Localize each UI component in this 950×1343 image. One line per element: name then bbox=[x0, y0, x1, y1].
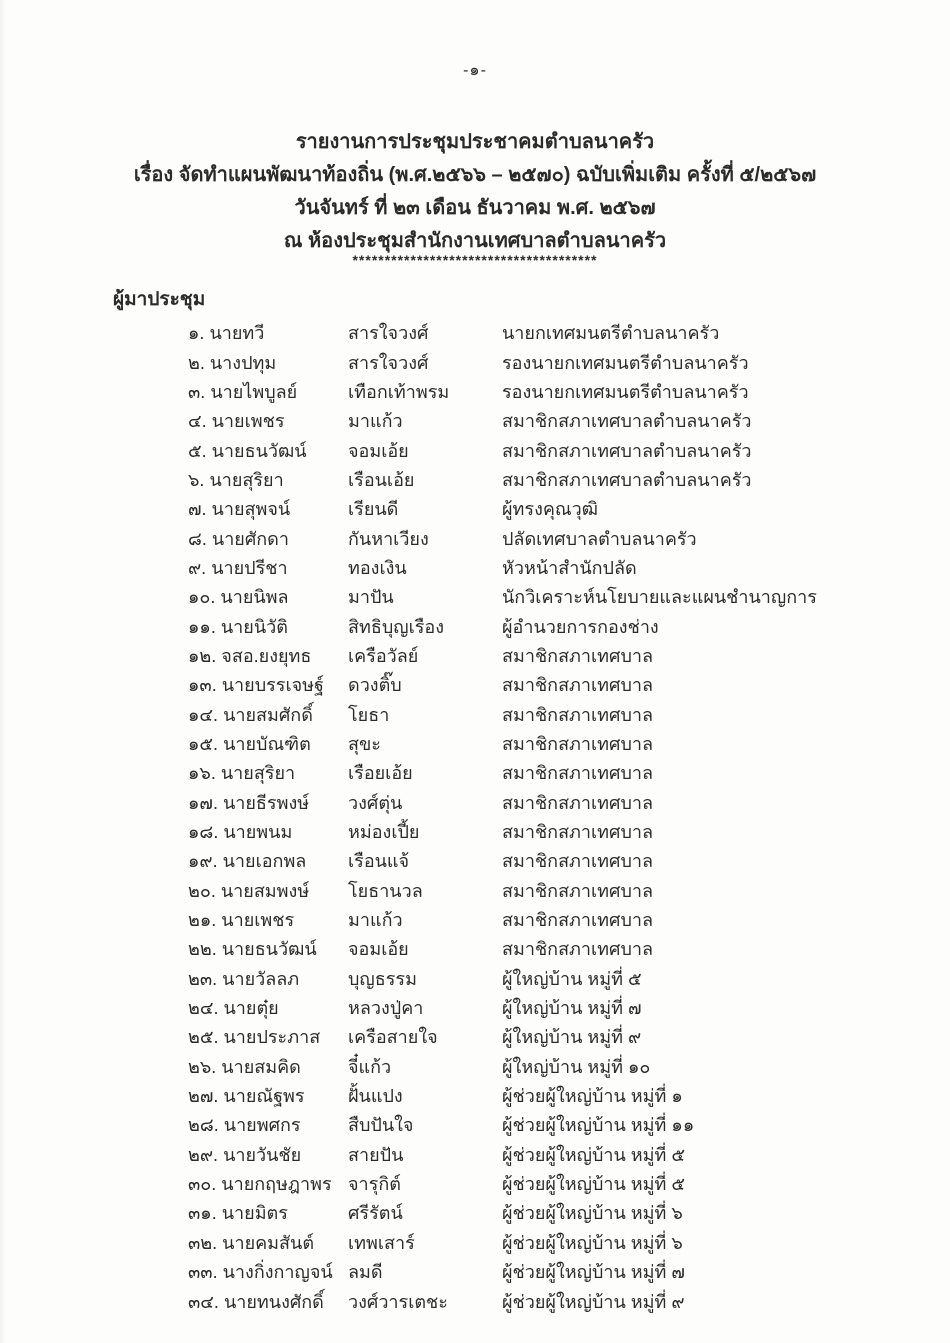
attendee-number: ๒๑. bbox=[188, 910, 217, 931]
attendee-surname: เทพเสาร์ bbox=[348, 1232, 415, 1253]
attendee-surname: ศรีรัตน์ bbox=[348, 1203, 403, 1224]
attendee-position: ผู้ช่วยผู้ใหญ่บ้าน หมู่ที่ ๙ bbox=[502, 1291, 685, 1312]
attendee-first-name: นายวันชัย bbox=[223, 1144, 302, 1165]
attendee-position: ผู้ช่วยผู้ใหญ่บ้าน หมู่ที่ ๑๑ bbox=[502, 1115, 695, 1136]
meeting-date: วันจันทร์ ที่ ๒๓ เดือน ธันวาคม พ.ศ. ๒๕๖๗ bbox=[294, 197, 656, 219]
attendee-first-name: นายณัฐพร bbox=[223, 1086, 305, 1107]
attendee-surname: จี๋แก้ว bbox=[348, 1056, 392, 1077]
attendee-position: สมาชิกสภาเทศบาลตำบลนาครัว bbox=[502, 440, 752, 461]
attendee-position: ผู้ใหญ่บ้าน หมู่ที่ ๙ bbox=[502, 1027, 642, 1048]
attendee-number: ๘. bbox=[188, 528, 207, 549]
attendee-position: สมาชิกสภาเทศบาล bbox=[502, 880, 654, 901]
attendee-row bbox=[188, 611, 918, 640]
attendee-surname: ลมดี bbox=[348, 1262, 383, 1283]
attendee-surname: เรียนดี bbox=[348, 499, 399, 520]
attendee-row bbox=[188, 1228, 918, 1257]
attendee-position: รองนายกเทศมนตรีตำบลนาครัว bbox=[502, 381, 749, 402]
attendee-position: สมาชิกสภาเทศบาล bbox=[502, 704, 654, 725]
attendee-surname: หม่องเปี้ย bbox=[348, 822, 420, 843]
attendee-surname: วงศ์ตุ่น bbox=[348, 792, 403, 813]
attendee-row bbox=[188, 1022, 918, 1051]
attendee-row bbox=[188, 377, 918, 406]
attendee-row bbox=[188, 641, 918, 670]
attendee-first-name: นายศักดา bbox=[211, 528, 289, 549]
attendee-row bbox=[188, 465, 918, 494]
attendee-number: ๑๗. bbox=[188, 792, 218, 813]
attendee-first-name: นายสมคิด bbox=[221, 1056, 301, 1077]
attendee-first-name: นายคมสันต์ bbox=[222, 1232, 315, 1253]
attendee-number: ๔. bbox=[188, 411, 207, 432]
attendee-first-name: นายสมศักดิ์ bbox=[223, 704, 313, 725]
attendee-row bbox=[188, 1286, 918, 1315]
attendee-number: ๑๐. bbox=[188, 587, 216, 608]
attendee-row bbox=[188, 406, 918, 435]
attendee-row bbox=[188, 1257, 918, 1286]
attendee-first-name: นายพศกร bbox=[223, 1115, 301, 1136]
attendee-number: ๒๕. bbox=[188, 1027, 219, 1048]
attendee-first-name: นายกฤษฎาพร bbox=[221, 1174, 332, 1195]
attendee-position: ผู้ช่วยผู้ใหญ่บ้าน หมู่ที่ ๖ bbox=[502, 1203, 683, 1224]
attendee-first-name: นายทวี bbox=[209, 323, 265, 344]
attendee-row bbox=[188, 347, 918, 376]
attendee-first-name: นายวัลลภ bbox=[222, 968, 300, 989]
attendee-position: รองนายกเทศมนตรีตำบลนาครัว bbox=[502, 352, 749, 373]
attendee-number: ๓๑. bbox=[188, 1203, 217, 1224]
attendee-row bbox=[188, 1169, 918, 1198]
attendee-surname: กันหาเวียง bbox=[348, 528, 429, 549]
attendee-position: ปลัดเทศบาลตำบลนาครัว bbox=[502, 528, 697, 549]
attendee-position: สมาชิกสภาเทศบาล bbox=[502, 851, 654, 872]
attendee-row bbox=[188, 318, 918, 347]
attendee-position: ผู้ช่วยผู้ใหญ่บ้าน หมู่ที่ ๖ bbox=[502, 1232, 683, 1253]
attendee-number: ๗. bbox=[188, 499, 207, 520]
attendee-row bbox=[188, 1081, 918, 1110]
attendee-position: ผู้ช่วยผู้ใหญ่บ้าน หมู่ที่ ๕ bbox=[502, 1174, 686, 1195]
attendee-row bbox=[188, 788, 918, 817]
attendee-position: สมาชิกสภาเทศบาล bbox=[502, 733, 654, 754]
attendee-row bbox=[188, 670, 918, 699]
attendee-surname: วงศ์วารเตชะ bbox=[348, 1291, 448, 1312]
meeting-subject: เรื่อง จัดทำแผนพัฒนาท้องถิ่น (พ.ศ.๒๕๖๖ – ๒๕๗๐) ฉบับเพิ่มเติม ครั้งที่ ๕/๒๕๖๗ bbox=[133, 164, 817, 186]
attendee-position: ผู้อำนวยการกองช่าง bbox=[502, 616, 659, 637]
attendee-first-name: นายธนวัฒน์ bbox=[211, 440, 307, 461]
attendee-surname: มาปัน bbox=[348, 587, 394, 608]
attendee-number: ๓๓. bbox=[188, 1262, 218, 1283]
attendee-surname: สิทธิบุญเรือง bbox=[348, 616, 445, 637]
attendee-first-name: นายสุริยา bbox=[220, 763, 296, 784]
attendee-first-name: นางกิ่งกาญจน์ bbox=[222, 1262, 333, 1283]
attendee-surname: สารใจวงศ์ bbox=[348, 323, 429, 344]
attendee-first-name: นายตุ๋ย bbox=[223, 998, 279, 1019]
attendee-number: ๓๔. bbox=[188, 1291, 219, 1312]
attendee-surname: จอมเอ้ย bbox=[348, 939, 409, 960]
attendee-first-name: นายนิวัติ bbox=[220, 616, 288, 637]
attendee-number: ๒๒. bbox=[188, 939, 217, 960]
attendee-row bbox=[188, 905, 918, 934]
attendee-number: ๑๑. bbox=[188, 616, 216, 637]
attendee-position: ผู้ช่วยผู้ใหญ่บ้าน หมู่ที่ ๗ bbox=[502, 1262, 685, 1283]
attendee-number: ๑๓. bbox=[188, 675, 217, 696]
attendee-position: สมาชิกสภาเทศบาล bbox=[502, 763, 654, 784]
attendee-number: ๑๔. bbox=[188, 704, 219, 725]
attendee-surname: สารใจวงศ์ bbox=[348, 352, 429, 373]
attendee-first-name: นายสุริยา bbox=[209, 469, 284, 490]
attendee-first-name: นายบัณฑิต bbox=[223, 733, 311, 754]
attendee-row bbox=[188, 553, 918, 582]
attendee-number: ๑๘. bbox=[188, 822, 219, 843]
attendee-number: ๑๖. bbox=[188, 763, 216, 784]
attendee-position: สมาชิกสภาเทศบาล bbox=[502, 910, 654, 931]
attendee-position: ผู้ทรงคุณวุฒิ bbox=[502, 499, 598, 520]
attendee-row bbox=[188, 699, 918, 728]
attendee-first-name: นายสุพจน์ bbox=[211, 499, 291, 520]
attendee-row bbox=[188, 964, 918, 993]
attendee-row bbox=[188, 435, 918, 464]
attendee-first-name: นายเอกพล bbox=[222, 851, 307, 872]
attendee-position: สมาชิกสภาเทศบาล bbox=[502, 675, 654, 696]
attendee-surname: บุญธรรม bbox=[348, 968, 417, 989]
attendee-row bbox=[188, 993, 918, 1022]
attendee-number: ๙. bbox=[188, 557, 207, 578]
attendee-first-name: นายธนวัฒน์ bbox=[221, 939, 317, 960]
attendee-number: ๑๕. bbox=[188, 733, 219, 754]
attendee-first-name: นายพนม bbox=[223, 822, 293, 843]
attendee-surname: ทองเงิน bbox=[348, 557, 407, 578]
attendee-number: ๒๔. bbox=[188, 998, 219, 1019]
attendee-row bbox=[188, 582, 918, 611]
attendee-position: ผู้ใหญ่บ้าน หมู่ที่ ๗ bbox=[502, 998, 642, 1019]
attendee-row bbox=[188, 494, 918, 523]
attendee-first-name: จสอ.ยงยุทธ bbox=[221, 645, 312, 666]
attendee-row bbox=[188, 876, 918, 905]
attendee-number: ๒๘. bbox=[188, 1115, 219, 1136]
attendee-row bbox=[188, 1052, 918, 1081]
attendee-number: ๒๙. bbox=[188, 1144, 219, 1165]
attendee-position: ผู้ใหญ่บ้าน หมู่ที่ ๑๐ bbox=[502, 1056, 651, 1077]
attendee-surname: มาแก้ว bbox=[348, 910, 403, 931]
attendee-number: ๑๙. bbox=[188, 851, 218, 872]
attendee-surname: สุขะ bbox=[348, 733, 381, 754]
attendee-row bbox=[188, 1140, 918, 1169]
attendee-number: ๓๐. bbox=[188, 1174, 217, 1195]
attendee-row bbox=[188, 1110, 918, 1139]
attendees-list bbox=[188, 318, 918, 1316]
attendee-surname: หลวงปู่คา bbox=[348, 998, 424, 1019]
page-number: -๑- bbox=[463, 62, 487, 79]
attendee-number: ๒. bbox=[188, 352, 205, 373]
attendee-surname: เรือยเอ้ย bbox=[348, 763, 413, 784]
attendee-number: ๕. bbox=[188, 440, 207, 461]
attendee-number: ๖. bbox=[188, 469, 205, 490]
attendee-number: ๒๖. bbox=[188, 1056, 217, 1077]
meeting-venue: ณ ห้องประชุมสำนักงานเทศบาลตำบลนาครัว bbox=[283, 230, 667, 252]
attendee-surname: เครือวัลย์ bbox=[348, 645, 419, 666]
attendee-first-name: นายมิตร bbox=[221, 1203, 288, 1224]
attendee-position: ผู้ช่วยผู้ใหญ่บ้าน หมู่ที่ ๑ bbox=[502, 1086, 683, 1107]
attendee-surname: โยธา bbox=[348, 704, 390, 725]
attendee-position: นักวิเคราะห์นโยบายและแผนชำนาญการ bbox=[502, 587, 817, 608]
attendee-number: ๒๗. bbox=[188, 1086, 219, 1107]
attendee-first-name: นายปรีชา bbox=[211, 557, 288, 578]
attendee-first-name: นายบรรเจษฐ์ bbox=[221, 675, 324, 696]
attendee-number: ๑. bbox=[188, 323, 205, 344]
attendee-surname: จอมเอ้ย bbox=[348, 440, 409, 461]
attendee-first-name: นายเพชร bbox=[211, 411, 285, 432]
attendee-position: ผู้ช่วยผู้ใหญ่บ้าน หมู่ที่ ๕ bbox=[502, 1144, 686, 1165]
attendee-position: ผู้ใหญ่บ้าน หมู่ที่ ๕ bbox=[502, 968, 642, 989]
attendee-position: สมาชิกสภาเทศบาล bbox=[502, 792, 654, 813]
attendee-surname: เทือกเท้าพรม bbox=[348, 381, 450, 402]
attendee-position: หัวหน้าสำนักปลัด bbox=[502, 557, 637, 578]
attendee-row bbox=[188, 1198, 918, 1227]
attendee-first-name: นายประภาส bbox=[223, 1027, 321, 1048]
attendee-position: สมาชิกสภาเทศบาลตำบลนาครัว bbox=[502, 469, 752, 490]
attendee-row bbox=[188, 846, 918, 875]
attendee-surname: เครือสายใจ bbox=[348, 1027, 438, 1048]
attendee-number: ๓. bbox=[188, 381, 206, 402]
document-header bbox=[0, 126, 950, 258]
attendee-first-name: นายไพบูลย์ bbox=[210, 381, 298, 402]
attendee-row bbox=[188, 729, 918, 758]
attendee-surname: สายปัน bbox=[348, 1144, 404, 1165]
attendee-number: ๑๒. bbox=[188, 645, 217, 666]
attendee-number: ๒๓. bbox=[188, 968, 218, 989]
attendee-first-name: นายสมพงษ์ bbox=[220, 880, 310, 901]
attendee-surname: มาแก้ว bbox=[348, 411, 403, 432]
attendee-surname: สืบปันใจ bbox=[348, 1115, 414, 1136]
attendee-first-name: นายเพชร bbox=[221, 910, 295, 931]
attendee-surname: เรือนเอ้ย bbox=[348, 469, 415, 490]
attendee-number: ๒๐. bbox=[188, 880, 216, 901]
attendee-surname: โยธานวล bbox=[348, 880, 423, 901]
attendee-surname: ฝั้นแปง bbox=[348, 1086, 403, 1107]
attendee-row bbox=[188, 758, 918, 787]
attendee-position: สมาชิกสภาเทศบาล bbox=[502, 822, 654, 843]
attendee-surname: ดวงติ๊บ bbox=[348, 675, 402, 696]
stars-separator: ************************************** bbox=[352, 252, 598, 268]
attendee-row bbox=[188, 817, 918, 846]
attendee-surname: เรือนแจ้ bbox=[348, 851, 410, 872]
attendee-position: สมาชิกสภาเทศบาลตำบลนาครัว bbox=[502, 411, 752, 432]
attendee-first-name: นายธีรพงษ์ bbox=[222, 792, 310, 813]
attendee-first-name: นางปทุม bbox=[209, 352, 277, 373]
attendee-surname: จารุกิต์ bbox=[348, 1174, 401, 1195]
attendee-row bbox=[188, 523, 918, 552]
attendee-first-name: นายทนงศักดิ์ bbox=[223, 1291, 324, 1312]
meeting-title: รายงานการประชุมประชาคมตำบลนาครัว bbox=[295, 131, 655, 153]
attendee-number: ๓๒. bbox=[188, 1232, 218, 1253]
attendee-position: สมาชิกสภาเทศบาล bbox=[502, 645, 654, 666]
attendee-row bbox=[188, 934, 918, 963]
attendees-section-heading: ผู้มาประชุม bbox=[113, 289, 206, 310]
attendee-position: นายกเทศมนตรีตำบลนาครัว bbox=[502, 323, 720, 344]
attendee-position: สมาชิกสภาเทศบาล bbox=[502, 939, 654, 960]
attendee-first-name: นายนิพล bbox=[220, 587, 289, 608]
